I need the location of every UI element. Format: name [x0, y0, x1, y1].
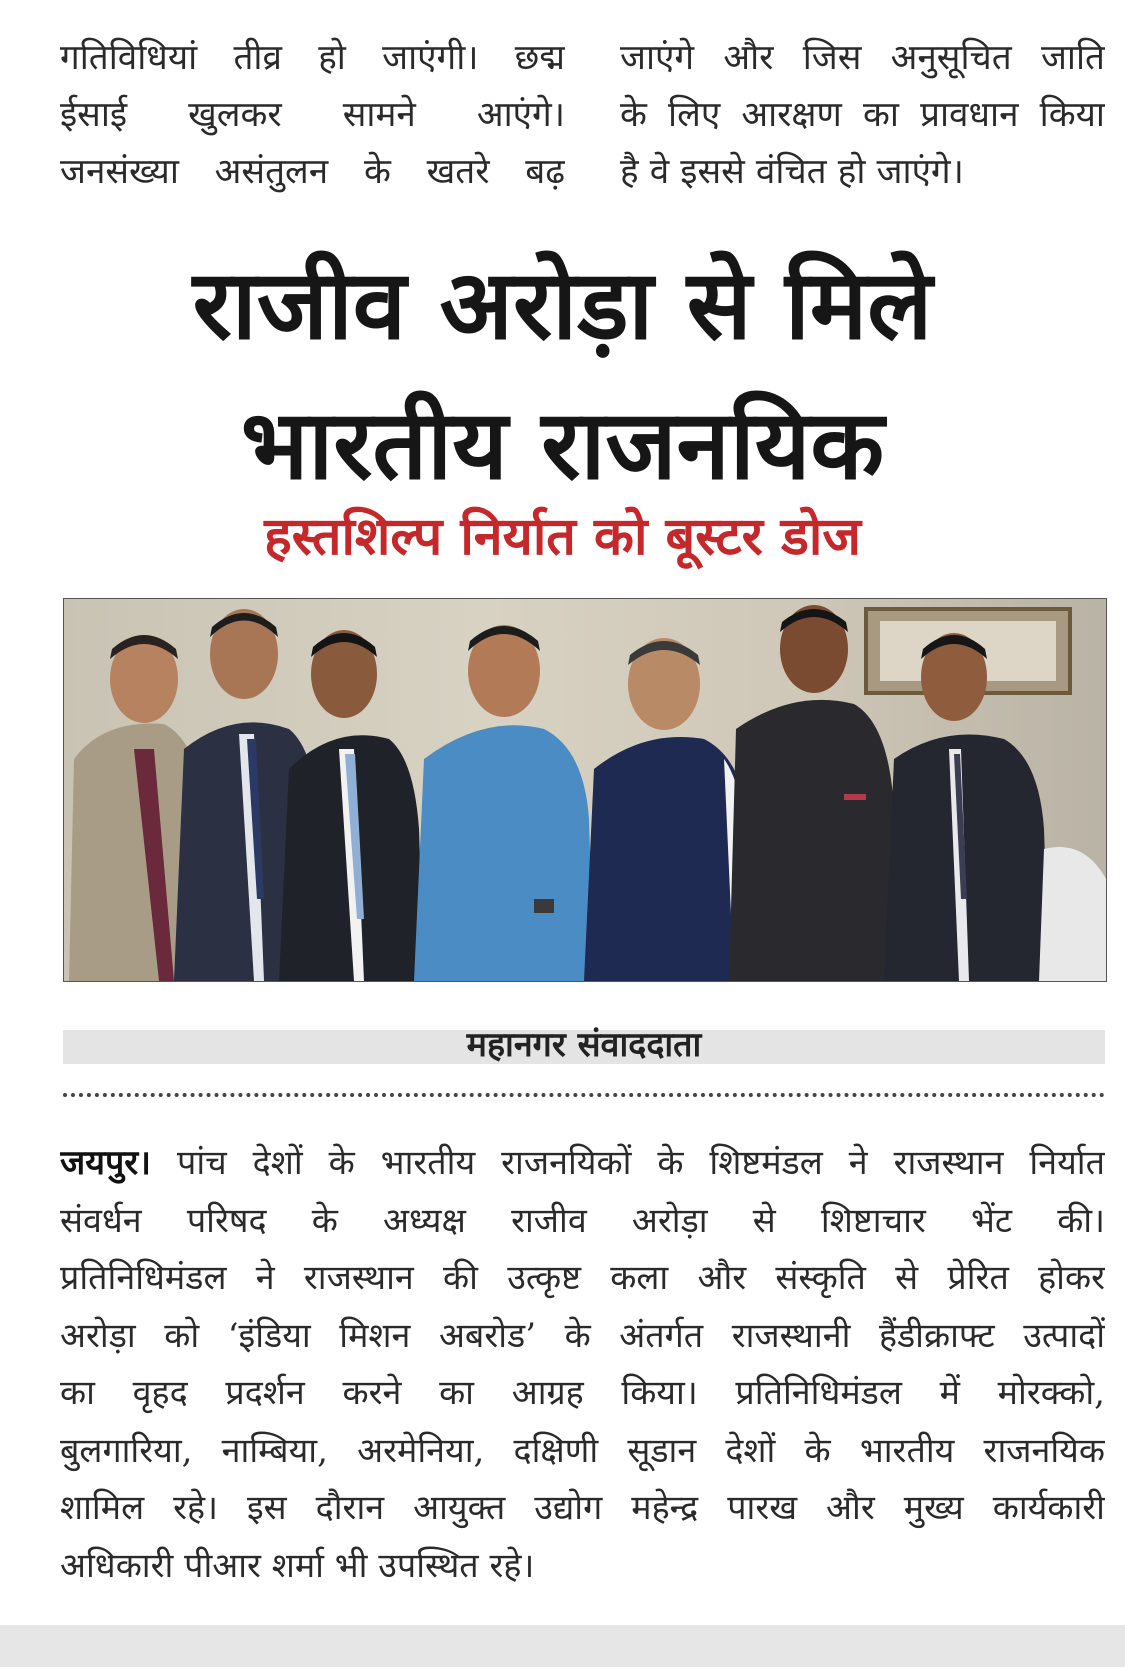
person-6 — [729, 605, 899, 981]
article-line: अरोड़ा को ‘इंडिया मिशन अबरोड’ के अंतर्गत राजस्थानी हैंडीक्राफ्ट उत्पादों — [60, 1315, 1105, 1356]
headline-line-2: भारतीय राजनयिक — [240, 389, 885, 501]
column-line: के लिए आरक्षण का प्रावधान किया — [620, 95, 1105, 135]
column-line: जनसंख्या असंतुलन के खतरे बढ़ — [60, 152, 565, 192]
column-line: ईसाई खुलकर सामने आएंगे। — [60, 95, 565, 135]
person-5 — [584, 638, 756, 981]
column-line: गतिविधियां तीव्र हो जाएंगी। छद्म — [60, 38, 565, 78]
dateline: जयपुर। — [60, 1143, 152, 1183]
news-photo — [63, 598, 1107, 982]
article-line: प्रतिनिधिमंडल ने राजस्थान की उत्कृष्ट कला और संस्कृति से प्रेरित होकर — [60, 1258, 1105, 1298]
page-edge — [0, 1625, 1125, 1667]
article-line: संवर्धन परिषद के अध्यक्ष राजीव अरोड़ा से शिष्टाचार भेंट की। — [60, 1200, 1105, 1241]
headline-line-1: राजीव अरोड़ा से मिले — [192, 249, 933, 361]
subheadline: हस्तशिल्प निर्यात को बूस्टर डोज — [264, 507, 861, 567]
dotted-divider — [63, 1093, 1105, 1097]
article-body — [60, 1135, 1105, 1595]
person-7 — [884, 633, 1106, 981]
group-photo-illustration — [64, 599, 1106, 981]
article-line: शामिल रहे। इस दौरान आयुक्त उद्योग महेन्द्र पारख और मुख्य कार्यकारी — [60, 1488, 1105, 1528]
right-column — [620, 30, 1105, 201]
article-line: बुलगारिया, नाम्बिया, अरमेनिया, दक्षिणी सूडान देशों के भारतीय राजनयिक — [60, 1430, 1105, 1471]
column-line: जाएंगे और जिस अनुसूचित जाति — [620, 38, 1105, 78]
article-line: का वृहद प्रदर्शन करने का आग्रह किया। प्रतिनिधिमंडल में मोरक्को, — [60, 1373, 1105, 1413]
column-line: है वे इससे वंचित हो जाएंगे। — [620, 152, 964, 192]
person-3 — [279, 630, 424, 981]
article-line-text: पांच देशों के भारतीय राजनयिकों के शिष्टमंडल ने राजस्थान निर्यात — [151, 1143, 1105, 1183]
article-line — [60, 1135, 1105, 1193]
article-line: अधिकारी पीआर शर्मा भी उपस्थित रहे। — [60, 1545, 535, 1586]
person-4 — [414, 625, 594, 981]
previous-article-continuation — [60, 30, 1105, 200]
left-column — [60, 30, 565, 201]
byline: महानगर संवाददाता — [466, 1025, 702, 1065]
